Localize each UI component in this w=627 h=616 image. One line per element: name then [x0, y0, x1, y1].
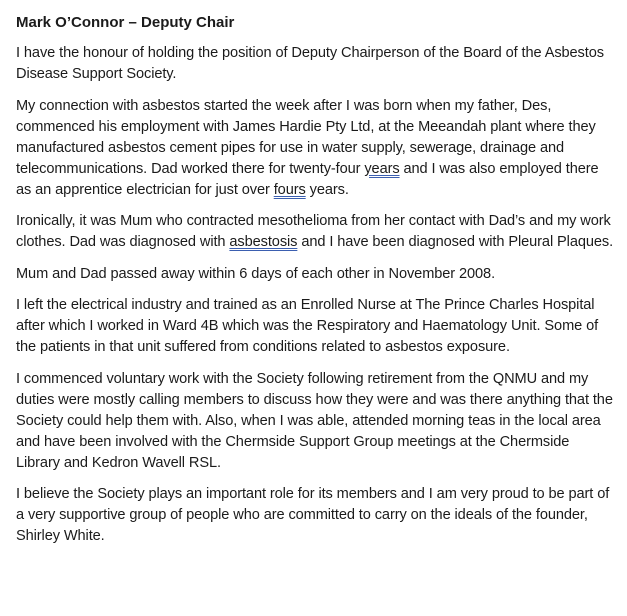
paragraph-parents[interactable]: Mum and Dad passed away within 6 days of each other in November 2008.: [16, 265, 496, 282]
text-run: Ironically, it was Mum who contracted mesothelioma from her contact with Dad’s and my work clothes. Dad was diagnosed with: [16, 213, 611, 250]
text-run: and I have been diagnosed with Pleural Plaques.: [297, 234, 614, 250]
page-title: Mark O’Connor – Deputy Chair: [16, 14, 235, 31]
paragraph-diagnosis[interactable]: [16, 211, 617, 253]
flagged-word-asbestosis[interactable]: asbestosis: [229, 234, 298, 250]
flagged-word-fours[interactable]: fours: [273, 181, 306, 198]
text-run: and I was also employed there as an apprentice electrician for just over: [16, 160, 599, 198]
paragraph-voluntary-work[interactable]: I commenced voluntary work with the Society following retirement from the QNMU and my duties were mostly calling members to discuss how they were and was there anything that the Society could help them with. Also, when I was able, attended morning teas in the local area and have been involved with the Chermside Support Group meetings at the Chermside Library and Kedron Wavell RSL.: [16, 370, 613, 471]
paragraph-intro[interactable]: I have the honour of holding the position of Deputy Chairperson of the Board of the Asbestos Disease Support Society.: [16, 45, 604, 82]
text-run: My connection with asbestos started the week after I was born when my father, Des, commenced his employment with James Hardie Pty Ltd, at the Meeandah plant where they manufactured asbestos cement pipes for use in water supply, sewerage, drainage and telecommunications. Dad worked there for twenty-four: [16, 97, 596, 177]
text-run: years.: [305, 181, 349, 198]
paragraph-nursing[interactable]: I left the electrical industry and trained as an Enrolled Nurse at The Prince Charles Hospital after which I worked in Ward 4B which was the Respiratory and Haematology Unit. Some of the patients in that unit suffered from conditions related to asbestos exposure.: [16, 297, 599, 355]
paragraph-connection[interactable]: [16, 96, 617, 201]
flagged-word-years[interactable]: years: [364, 160, 400, 177]
paragraph-society-role[interactable]: I believe the Society plays an important role for its members and I am very proud to be part of a very supportive group of people who are committed to carry on the ideals of the founder, Shirley White.: [16, 486, 610, 544]
